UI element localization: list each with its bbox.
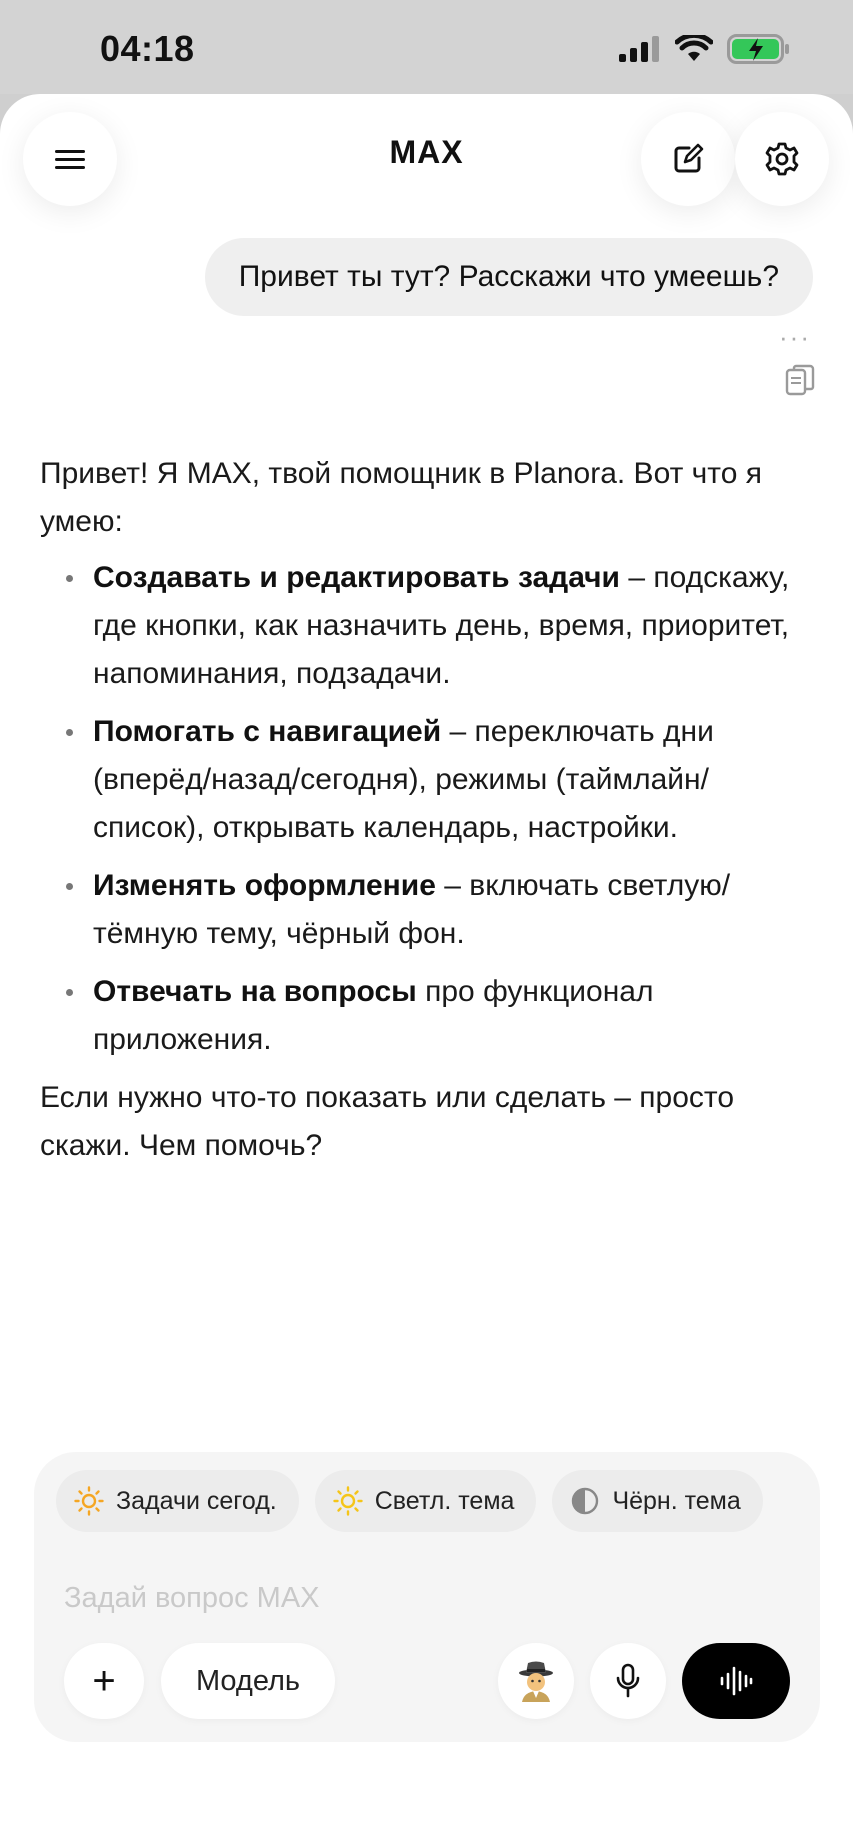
copy-icon xyxy=(785,364,815,398)
capabilities-list xyxy=(40,554,820,1064)
composer-panel xyxy=(34,1452,820,1742)
chip-label: Задачи сегод. xyxy=(116,1486,277,1515)
assistant-outro: Если нужно что-то показать или сделать – просто скажи. Чем помочь? xyxy=(40,1081,735,1162)
chip-black-theme[interactable] xyxy=(552,1470,762,1532)
assistant-intro: Привет! Я MAX, твой помощник в Planora. Вот что я умею: xyxy=(40,457,762,538)
suggestion-chips xyxy=(56,1470,763,1532)
microphone-icon xyxy=(615,1663,641,1699)
waveform-icon xyxy=(719,1666,753,1696)
list-item: Изменять оформление – включать светлую/тёмную тему, чёрный фон. xyxy=(40,862,820,958)
voice-mode-button[interactable] xyxy=(682,1643,790,1719)
copy-button[interactable] xyxy=(785,364,815,403)
chip-today-tasks[interactable] xyxy=(56,1470,299,1532)
detective-icon xyxy=(516,1660,556,1702)
settings-button[interactable] xyxy=(735,112,829,206)
half-circle-icon xyxy=(570,1486,600,1516)
message-more-button[interactable]: ··· xyxy=(779,322,811,352)
wifi-icon xyxy=(675,35,713,63)
new-chat-button[interactable] xyxy=(641,112,735,206)
assistant-message xyxy=(40,450,820,1170)
list-item: Отвечать на вопросы про функционал приложения. xyxy=(40,968,820,1064)
sun-icon xyxy=(74,1486,104,1516)
chip-label: Чёрн. тема xyxy=(612,1486,741,1515)
voice-input-button[interactable] xyxy=(590,1643,666,1719)
add-attachment-button[interactable] xyxy=(64,1643,144,1719)
message-input[interactable]: Задай вопрос MAX xyxy=(64,1582,320,1614)
agent-button[interactable] xyxy=(498,1643,574,1719)
battery-icon xyxy=(727,34,791,64)
compose-icon xyxy=(672,143,704,175)
model-selector-button[interactable]: Модель xyxy=(161,1643,335,1719)
plus-icon: + xyxy=(92,1659,116,1703)
list-item: Помогать с навигацией – переключать дни (вперёд/назад/сегодня), режимы (таймлайн/список), открывать календарь, настройки. xyxy=(40,708,820,852)
status-bar xyxy=(0,0,853,94)
status-icons xyxy=(619,34,791,64)
chip-label: Светл. тема xyxy=(374,1486,515,1515)
page-title: MAX xyxy=(389,134,464,170)
signal-icon xyxy=(619,36,661,62)
sun-icon xyxy=(333,1486,363,1516)
gear-icon xyxy=(765,142,799,176)
user-message-bubble: Привет ты тут? Расскажи что умеешь? xyxy=(205,238,813,316)
status-time: 04:18 xyxy=(100,28,195,69)
chip-light-theme[interactable] xyxy=(315,1470,537,1532)
list-item: Создавать и редактировать задачи – подскажу, где кнопки, как назначить день, время, приоритет, напоминания, подзадачи. xyxy=(40,554,820,698)
